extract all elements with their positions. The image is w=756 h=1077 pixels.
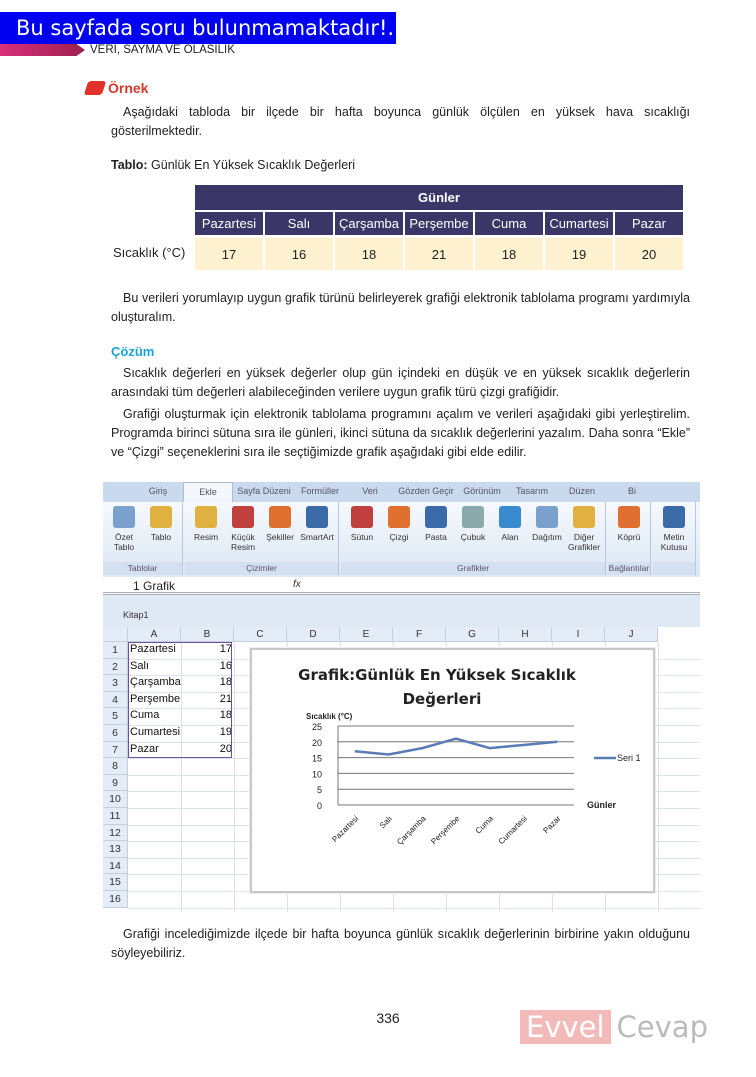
ribbon-button-icon <box>499 506 521 528</box>
row-header[interactable]: 3 <box>103 675 128 692</box>
ribbon <box>103 502 700 575</box>
cell-value[interactable]: 18 <box>219 676 232 689</box>
ribbon-button-icon <box>351 506 373 528</box>
ribbon-button[interactable] <box>381 506 417 542</box>
row-header[interactable]: 5 <box>103 708 128 725</box>
chart[interactable] <box>250 648 655 893</box>
ribbon-button[interactable] <box>529 506 565 542</box>
paragraph-2: Bu verileri yorumlayıp uygun grafik türünü belirleyerek grafiği elektronik tablolama programı yardımıyla oluşturalım. <box>111 291 690 324</box>
row-header[interactable]: 16 <box>103 891 128 908</box>
column-header[interactable]: F <box>393 627 446 642</box>
ribbon-group <box>103 502 183 575</box>
ribbon-button[interactable] <box>299 506 335 542</box>
row-header[interactable]: 12 <box>103 825 128 842</box>
column-header[interactable]: I <box>552 627 605 642</box>
solution-heading: Çözüm <box>111 344 155 359</box>
ribbon-button[interactable] <box>143 506 179 542</box>
ribbon-tab[interactable]: Düzen <box>568 486 595 496</box>
column-header[interactable]: J <box>605 627 658 642</box>
unit-title: VERİ, SAYMA VE OLASILIK <box>90 44 235 56</box>
column-header[interactable]: H <box>499 627 552 642</box>
ribbon-group <box>185 502 339 575</box>
legend-label: Seri 1 <box>617 753 641 763</box>
ribbon-button[interactable] <box>344 506 380 542</box>
group-label <box>653 562 695 575</box>
y-tick-label: 25 <box>311 722 322 732</box>
row-header[interactable]: 2 <box>103 659 128 676</box>
spreadsheet-grid <box>103 627 700 912</box>
ribbon-button-icon <box>663 506 685 528</box>
group-label: Çizimler <box>185 562 338 575</box>
ribbon-button-label: Sütun <box>350 532 374 542</box>
ribbon-button-icon <box>425 506 447 528</box>
x-tick-label: Pazartesi <box>330 814 361 845</box>
ribbon-button-label: SmartArt <box>300 532 334 542</box>
y-tick-label: 10 <box>311 769 322 780</box>
cell-day[interactable]: Pazartesi <box>130 643 176 655</box>
paragraph-3: Sıcaklık değerleri en yüksek değerler olup gün içindeki en düşük ve en yüksek sıcaklık değerlerin arasındaki tüm değerleri alabileceğinden verilere uygun grafik türü çizgi grafiğidir. <box>111 366 690 399</box>
x-tick-label: Çarşamba <box>395 814 428 847</box>
ribbon-tab[interactable]: Ekle <box>183 482 233 502</box>
row-header[interactable]: 7 <box>103 742 128 759</box>
row-label: Sıcaklık (°C) <box>113 245 186 260</box>
ribbon-button[interactable] <box>455 506 491 542</box>
temperature-cell: 21 <box>405 235 473 270</box>
ribbon-tab[interactable]: Giriş <box>148 486 168 496</box>
selection-range <box>128 642 232 758</box>
fx-icon[interactable]: fx <box>293 579 301 590</box>
ribbon-tab[interactable]: Tasarım <box>515 486 548 496</box>
cell-value[interactable]: 16 <box>219 659 232 672</box>
column-header[interactable]: C <box>234 627 287 642</box>
row-header[interactable]: 1 <box>103 642 128 659</box>
x-tick-label: Salı <box>377 814 394 831</box>
example-heading <box>86 80 148 96</box>
day-header: Cumartesi <box>545 210 613 235</box>
ribbon-button[interactable] <box>566 506 602 552</box>
notice-banner: Bu sayfada soru bulunmamaktadır!.. <box>0 12 396 44</box>
x-tick-label: Pazar <box>541 814 563 836</box>
temperature-cell: 19 <box>545 235 613 270</box>
name-box[interactable]: 1 Grafik <box>133 579 176 593</box>
excel-screenshot <box>103 482 700 912</box>
workbook-title: Kitap1 <box>123 610 149 620</box>
ribbon-button-label: Metin Kutusu <box>660 532 688 552</box>
ribbon-button-icon <box>536 506 558 528</box>
page-number: 336 <box>376 1010 400 1026</box>
ribbon-button-label: Resim <box>193 532 219 542</box>
ribbon-button-icon <box>269 506 291 528</box>
row-header[interactable]: 10 <box>103 791 128 808</box>
cell-value[interactable]: 17 <box>219 643 232 655</box>
group-label: Tablolar <box>103 562 182 575</box>
chart-title-line1: Grafik:Günlük En Yüksek Sıcaklık <box>298 666 576 684</box>
day-header: Çarşamba <box>335 210 403 235</box>
unit-ribbon <box>0 44 85 56</box>
ribbon-button-icon <box>573 506 595 528</box>
day-header: Pazartesi <box>195 210 263 235</box>
cell-day[interactable]: Cumartesi <box>130 726 181 738</box>
cell-value[interactable]: 20 <box>219 742 232 755</box>
ribbon-tab[interactable]: Bi <box>627 486 636 496</box>
temperature-cell: 17 <box>195 235 263 270</box>
paragraph-5: Grafiği incelediğimizde ilçede bir hafta boyunca günlük sıcaklık değerlerinin birbirine yakın olduğunu söyleyebiliriz. <box>111 927 690 960</box>
select-all-corner[interactable] <box>103 627 128 642</box>
row-header[interactable]: 6 <box>103 725 128 742</box>
column-header[interactable]: E <box>340 627 393 642</box>
ribbon-tab[interactable]: Gözden Geçir <box>398 486 454 496</box>
cell-day[interactable]: Perşembe <box>130 692 181 705</box>
column-header[interactable]: B <box>181 627 234 642</box>
temperature-cell: 20 <box>615 235 683 270</box>
group-header: Günler <box>195 185 683 210</box>
ribbon-tab[interactable]: Görünüm <box>463 486 501 496</box>
ribbon-button-label: Diğer Grafikler <box>567 532 601 552</box>
series-line <box>355 739 557 755</box>
ribbon-group <box>608 502 651 575</box>
y-tick-label: 20 <box>311 737 322 748</box>
ribbon-button-label: Çizgi <box>389 532 409 542</box>
cell-value[interactable]: 21 <box>219 692 232 705</box>
caption-text: Günlük En Yüksek Sıcaklık Değerleri <box>147 158 356 172</box>
column-header[interactable]: G <box>446 627 499 642</box>
y-tick-label: 15 <box>311 753 322 764</box>
ribbon-button-label: Köprü <box>617 532 641 542</box>
ribbon-button-label: Özet Tablo <box>113 532 135 552</box>
ribbon-button-icon <box>306 506 328 528</box>
ribbon-button-label: Dağıtım <box>532 532 562 542</box>
ribbon-tab[interactable]: Formüller <box>300 486 339 496</box>
logo-part-b: Cevap <box>616 1010 708 1044</box>
x-tick-label: Perşembe <box>429 814 462 847</box>
x-tick-label: Cuma <box>473 814 496 836</box>
ribbon-button-icon <box>462 506 484 528</box>
column-line <box>234 642 235 912</box>
temperature-cell: 16 <box>265 235 333 270</box>
cell-value[interactable]: 19 <box>219 726 232 738</box>
row-header[interactable]: 4 <box>103 692 128 709</box>
group-label: Bağlantılar <box>608 563 650 573</box>
ribbon-group <box>653 502 696 575</box>
ribbon-button[interactable] <box>225 506 261 552</box>
day-header: Cuma <box>475 210 543 235</box>
ribbon-button-label: Şekiller <box>266 532 294 542</box>
column-line <box>658 642 659 912</box>
table-caption <box>111 158 355 172</box>
row-line <box>128 908 700 909</box>
example-label: Örnek <box>108 80 149 96</box>
day-header: Pazar <box>615 210 683 235</box>
ribbon-button-icon <box>195 506 217 528</box>
day-header: Salı <box>265 210 333 235</box>
cell-day[interactable]: Çarşamba <box>130 676 181 689</box>
ribbon-button-label: Küçük Resim <box>230 532 256 552</box>
ribbon-button-icon <box>113 506 135 528</box>
y-tick-label: 5 <box>316 785 322 796</box>
column-header[interactable]: A <box>128 627 181 642</box>
ribbon-button-icon <box>388 506 410 528</box>
ribbon-button-icon <box>150 506 172 528</box>
row-header[interactable]: 13 <box>103 841 128 858</box>
formula-bar <box>103 577 700 595</box>
ribbon-button[interactable] <box>262 506 298 542</box>
evvel-cevap-logo <box>520 1010 708 1044</box>
ribbon-button[interactable] <box>418 506 454 542</box>
row-header[interactable]: 14 <box>103 858 128 875</box>
ribbon-button[interactable] <box>492 506 528 542</box>
row-header[interactable]: 8 <box>103 758 128 775</box>
x-axis-label: Günler <box>587 800 617 810</box>
example-icon <box>84 81 107 95</box>
ribbon-button-label: Pasta <box>425 532 447 542</box>
cell-day[interactable]: Salı <box>130 659 149 672</box>
column-header[interactable]: D <box>287 627 340 642</box>
ribbon-button[interactable] <box>106 506 142 552</box>
cell-day[interactable]: Pazar <box>130 742 159 755</box>
intro-paragraph <box>111 103 690 141</box>
ribbon-button-label: Alan <box>501 532 519 542</box>
ribbon-tab[interactable]: Sayfa Düzeni <box>237 486 291 496</box>
temperature-cell: 18 <box>475 235 543 270</box>
intro-text: Aşağıdaki tabloda bir ilçede bir hafta boyunca günlük ölçülen en yüksek hava sıcaklığı gösterilmektedir. <box>111 105 690 138</box>
ribbon-button[interactable] <box>188 506 224 542</box>
ribbon-group <box>341 502 606 575</box>
ribbon-button[interactable] <box>656 506 692 552</box>
row-header[interactable]: 15 <box>103 874 128 891</box>
ribbon-button-label: Tablo <box>150 532 172 542</box>
ribbon-button-icon <box>232 506 254 528</box>
day-header: Perşembe <box>405 210 473 235</box>
chart-title-line2: Değerleri <box>402 690 482 708</box>
row-header[interactable]: 11 <box>103 808 128 825</box>
cell-value[interactable]: 18 <box>219 709 232 722</box>
temperature-cell: 18 <box>335 235 403 270</box>
ribbon-tabs <box>103 482 700 502</box>
row-header[interactable]: 9 <box>103 775 128 792</box>
cell-day[interactable]: Cuma <box>130 709 160 722</box>
group-label: Grafikler <box>341 562 605 575</box>
y-tick-label: 0 <box>316 801 322 811</box>
caption-bold: Tablo: <box>111 158 148 172</box>
temperature-table <box>111 185 685 270</box>
logo-part-a: Evvel <box>520 1010 611 1044</box>
paragraph-4: Grafiği oluşturmak için elektronik tablolama programını açalım ve verileri aşağıdaki gibi yerleştirelim. Programda birinci sütuna sıra ile günleri, ikinci sütuna da sıcaklık değerlerini yazalım. Daha sonra “Ekle” ve “Çizgi” seçeneklerini sıra ile seçtiğimizde grafik aşağıdaki gibi elde edilir. <box>111 407 690 459</box>
ribbon-button-icon <box>618 506 640 528</box>
y-axis-label: Sıcaklık (°C) <box>306 712 353 721</box>
ribbon-button-label: Çubuk <box>460 532 486 542</box>
ribbon-tab[interactable]: Veri <box>362 486 378 496</box>
ribbon-button[interactable] <box>611 506 647 542</box>
x-tick-label: Cumartesi <box>496 814 529 847</box>
